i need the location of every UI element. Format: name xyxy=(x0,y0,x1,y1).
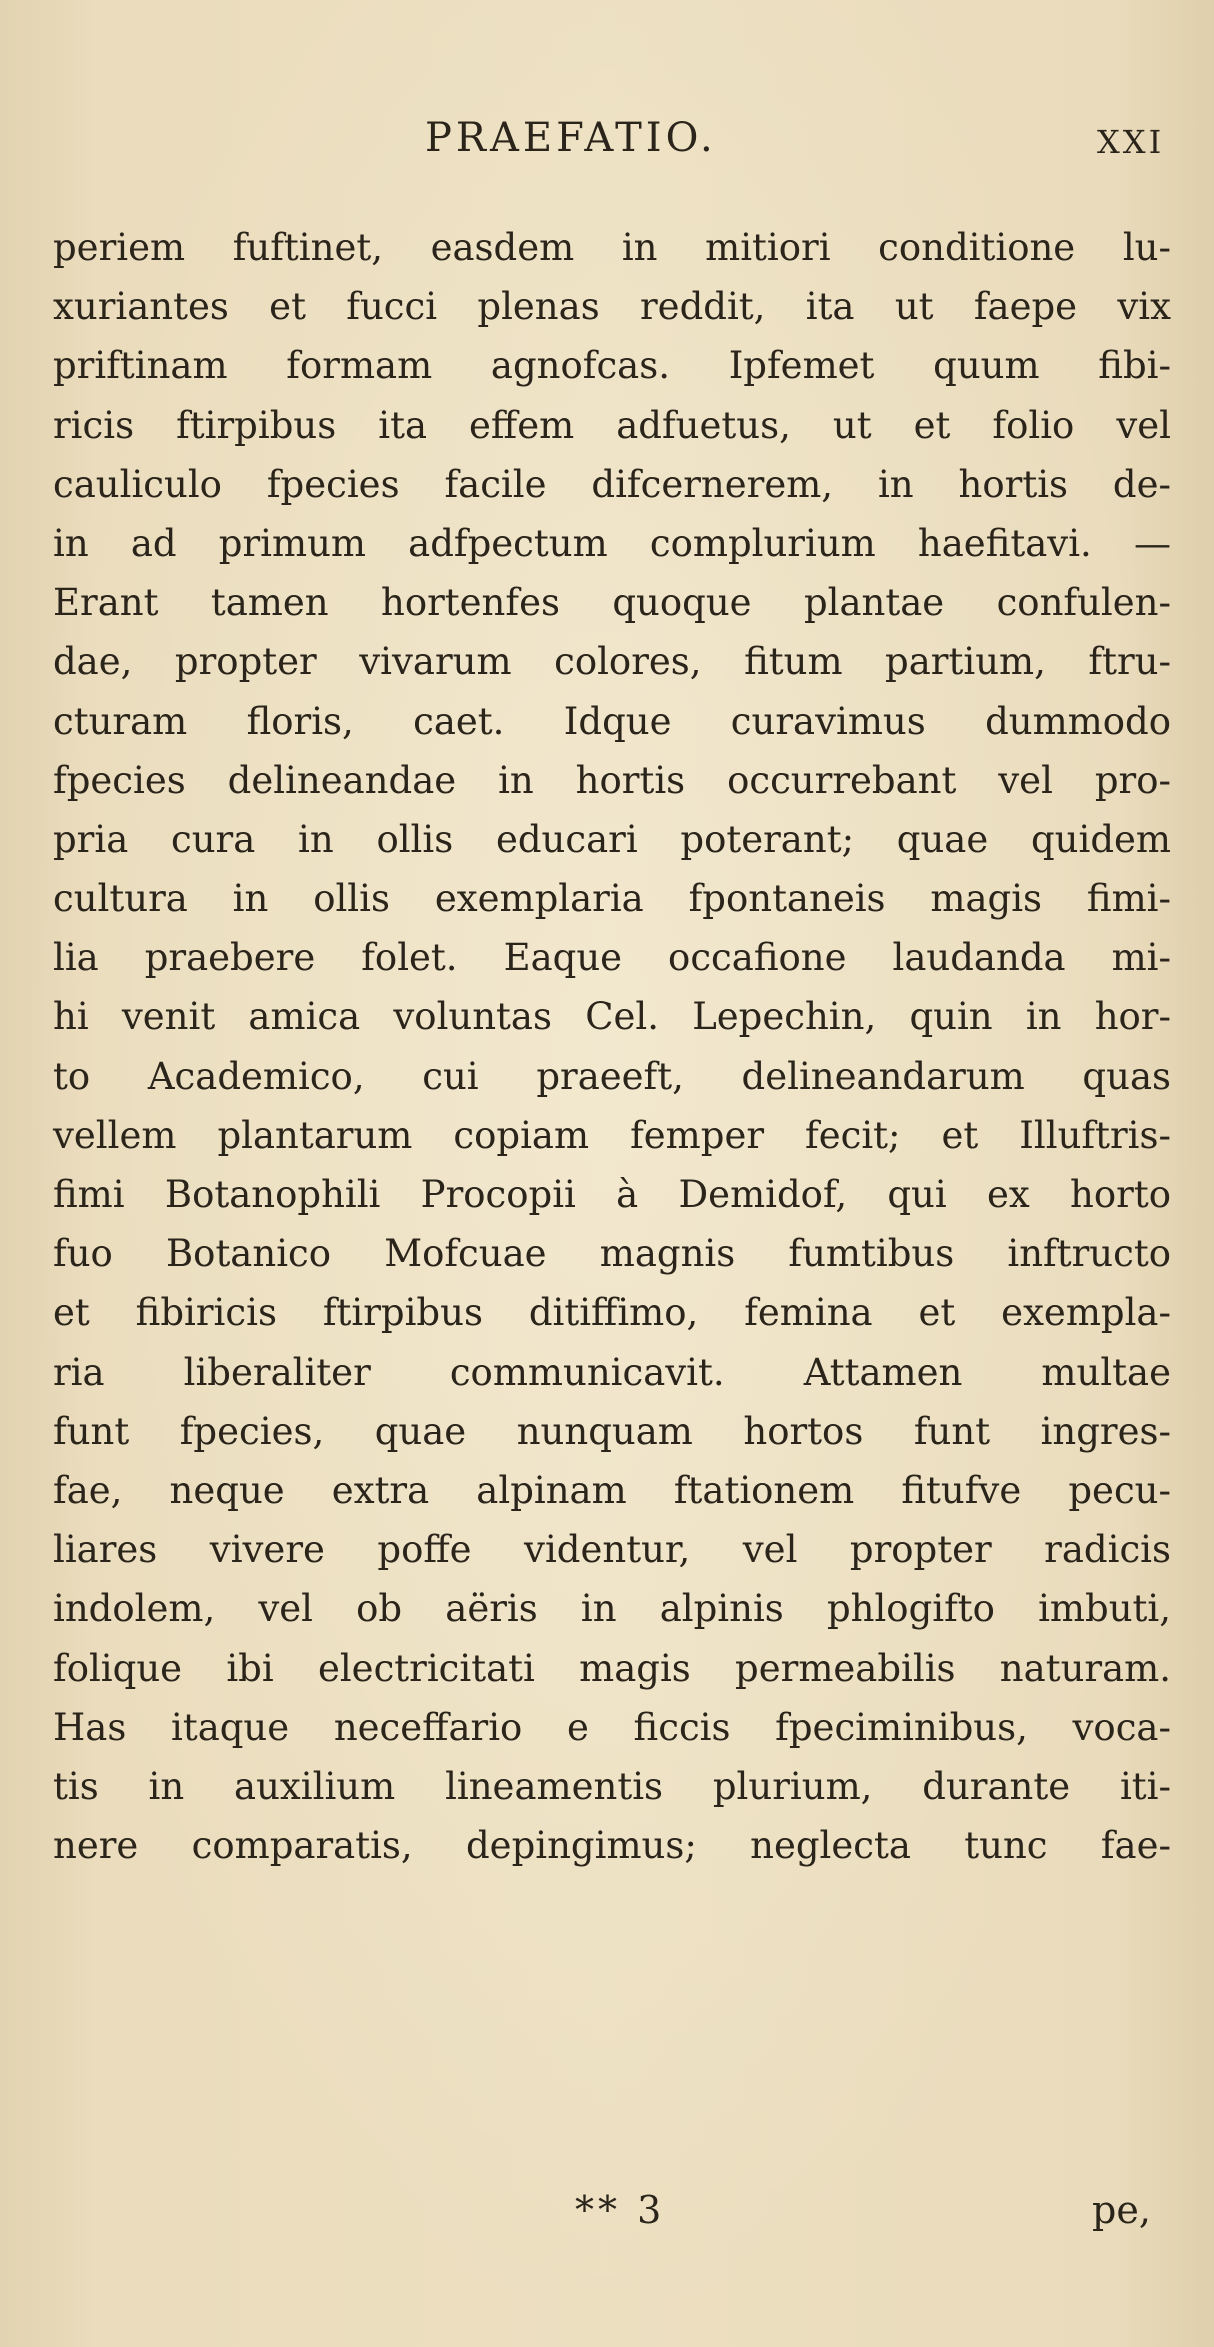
catchword: pe, xyxy=(1092,2188,1151,2232)
text-line: folique ibi electricitati magis permeabilis naturam. xyxy=(53,1646,1171,1690)
text-line: lia praebere folet. Eaque occafione laudanda mi- xyxy=(53,936,1171,980)
text-line: periem fuftinet, easdem in mitiori conditione lu- xyxy=(53,226,1171,269)
text-line: vellem plantarum copiam femper fecit; et Illuftris- xyxy=(53,1113,1171,1157)
text-line: hi venit amica voluntas Cel. Lepechin, quin in hor- xyxy=(53,995,1171,1039)
text-line: Has itaque neceffario e ficcis fpeciminibus, voca- xyxy=(53,1705,1171,1749)
text-line: xuriantes et fucci plenas reddit, ita ut faepe vix xyxy=(53,285,1171,329)
text-line: indolem, vel ob aëris in alpinis phlogifto imbuti, xyxy=(53,1587,1171,1631)
text-line: fae, neque extra alpinam ftationem fitufve pecu- xyxy=(53,1468,1171,1512)
page-number: XXI xyxy=(1097,123,1165,161)
running-head xyxy=(0,108,1214,168)
running-title: PRAEFATIO. xyxy=(425,115,717,161)
text-line: nere comparatis, depingimus; neglecta tunc fae- xyxy=(53,1824,1171,1868)
signature-mark: ** 3 xyxy=(575,2188,666,2232)
text-line: in ad primum adfpectum complurium haefitavi. — xyxy=(53,521,1171,565)
text-line: fuo Botanico Mofcuae magnis fumtibus inftructo xyxy=(53,1232,1171,1276)
text-line: to Academico, cui praeeft, delineandarum quas xyxy=(53,1054,1171,1098)
text-line: dae, propter vivarum colores, fitum partium, ftru- xyxy=(53,640,1171,684)
text-line: cultura in ollis exemplaria fpontaneis magis fimi- xyxy=(53,877,1171,921)
text-line: liares vivere poffe videntur, vel propter radicis xyxy=(53,1528,1171,1572)
text-line: ricis ftirpibus ita effem adfuetus, ut et folio vel xyxy=(53,403,1171,447)
text-line: priftinam formam agnofcas. Ipfemet quum fibi- xyxy=(53,344,1171,388)
text-line: fpecies delineandae in hortis occurrebant vel pro- xyxy=(53,758,1171,802)
text-line: cturam floris, caet. Idque curavimus dummodo xyxy=(53,699,1171,743)
text-line: cauliculo fpecies facile difcernerem, in hortis de- xyxy=(53,462,1171,506)
text-line: ria liberaliter communicavit. Attamen multae xyxy=(53,1350,1171,1394)
text-line: et fibiricis ftirpibus ditiffimo, femina et exempla- xyxy=(53,1291,1171,1335)
text-line: fimi Botanophili Procopii à Demidof, qui ex horto xyxy=(53,1173,1171,1216)
text-line: pria cura in ollis educari poterant; quae quidem xyxy=(53,817,1171,861)
text-line: funt fpecies, quae nunquam hortos funt ingres- xyxy=(53,1409,1171,1453)
body-text xyxy=(53,218,1171,1875)
text-line: tis in auxilium lineamentis plurium, durante iti- xyxy=(53,1764,1171,1808)
page-footer xyxy=(0,2180,1214,2240)
text-line: Erant tamen hortenfes quoque plantae confulen- xyxy=(53,581,1171,625)
